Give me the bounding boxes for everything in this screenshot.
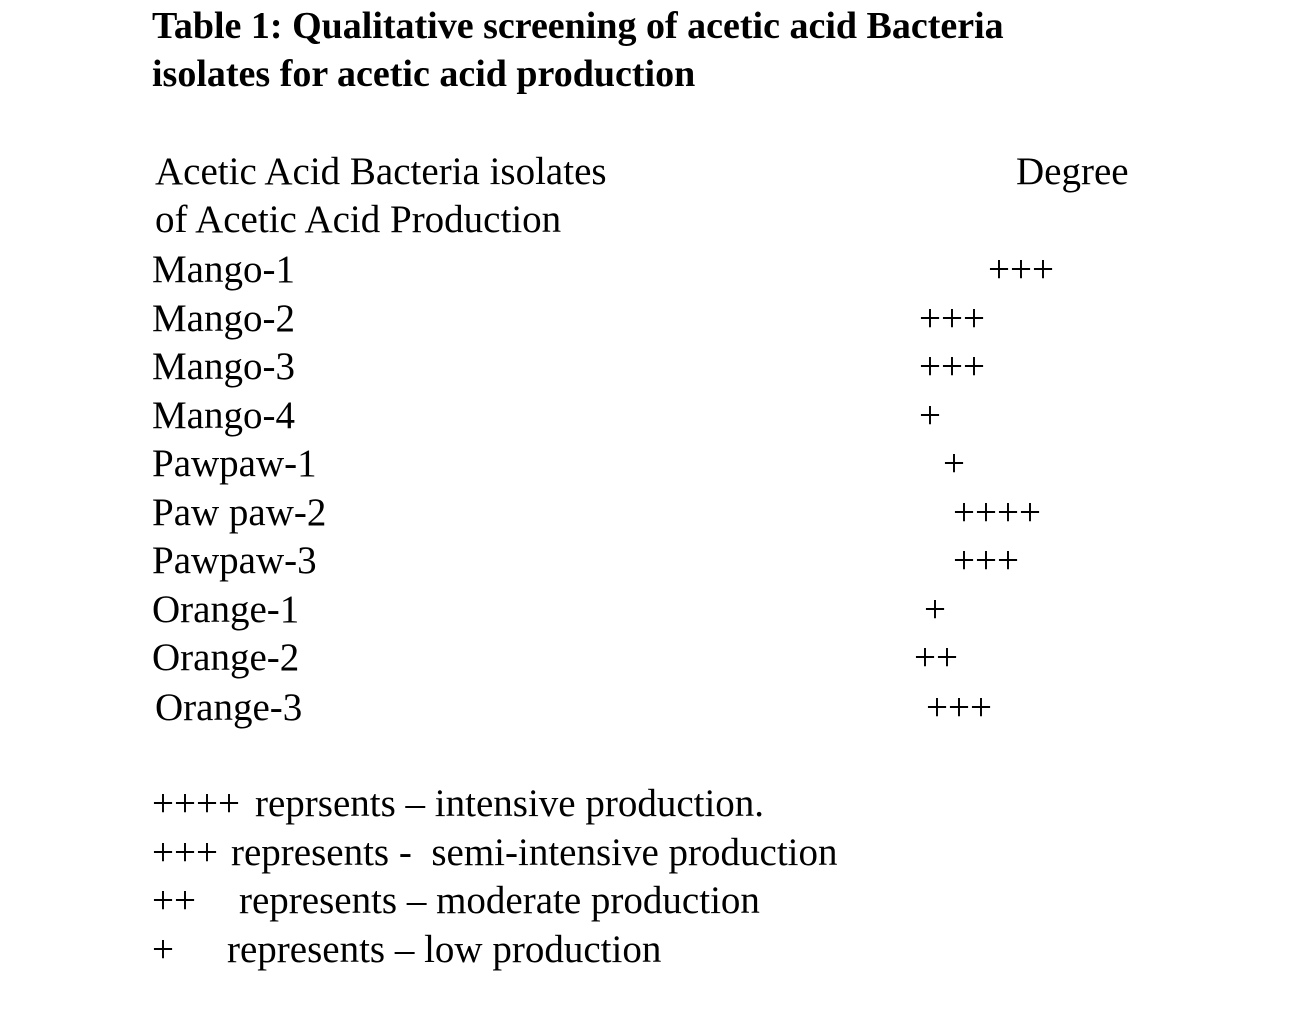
header-production-label: of Acetic Acid Production [155, 198, 562, 241]
degree-value: +++ [926, 686, 992, 729]
isolate-name: Mango-2 [152, 297, 295, 340]
table-title [152, 2, 1152, 98]
legend-symbol: +++ [152, 831, 218, 874]
degree-value: + [919, 394, 941, 437]
isolate-name: Pawpaw-1 [152, 442, 317, 485]
legend-symbol: + [152, 928, 174, 971]
isolate-name: Mango-1 [152, 248, 295, 291]
legend-symbol: ++ [152, 879, 196, 922]
legend-text: represents – low production [227, 928, 662, 971]
table-title-line-2: isolates for acetic acid production [152, 53, 696, 95]
table-title-line-1: Table 1: Qualitative screening of acetic acid Bacteria [152, 5, 1004, 47]
degree-value: +++ [988, 248, 1054, 291]
isolate-name: Mango-3 [152, 345, 295, 388]
isolate-name: Orange-2 [152, 636, 300, 679]
degree-value: + [943, 442, 965, 485]
isolate-name: Orange-3 [155, 686, 303, 729]
degree-value: ++ [914, 636, 958, 679]
isolate-name: Paw paw-2 [152, 491, 327, 534]
degree-value: +++ [919, 345, 985, 388]
degree-value: + [924, 588, 946, 631]
isolate-name: Pawpaw-3 [152, 539, 317, 582]
header-isolates-label: Acetic Acid Bacteria isolates [155, 150, 607, 193]
legend-text: represents - semi-intensive production [231, 831, 838, 874]
header-degree-label: Degree [1016, 150, 1129, 193]
legend-text: reprsents – intensive production. [255, 782, 765, 825]
legend-text: represents – moderate production [239, 879, 760, 922]
legend-symbol: ++++ [152, 782, 240, 825]
isolate-name: Mango-4 [152, 394, 295, 437]
degree-value: +++ [953, 539, 1019, 582]
degree-value: ++++ [953, 491, 1041, 534]
degree-value: +++ [919, 297, 985, 340]
isolate-name: Orange-1 [152, 588, 300, 631]
